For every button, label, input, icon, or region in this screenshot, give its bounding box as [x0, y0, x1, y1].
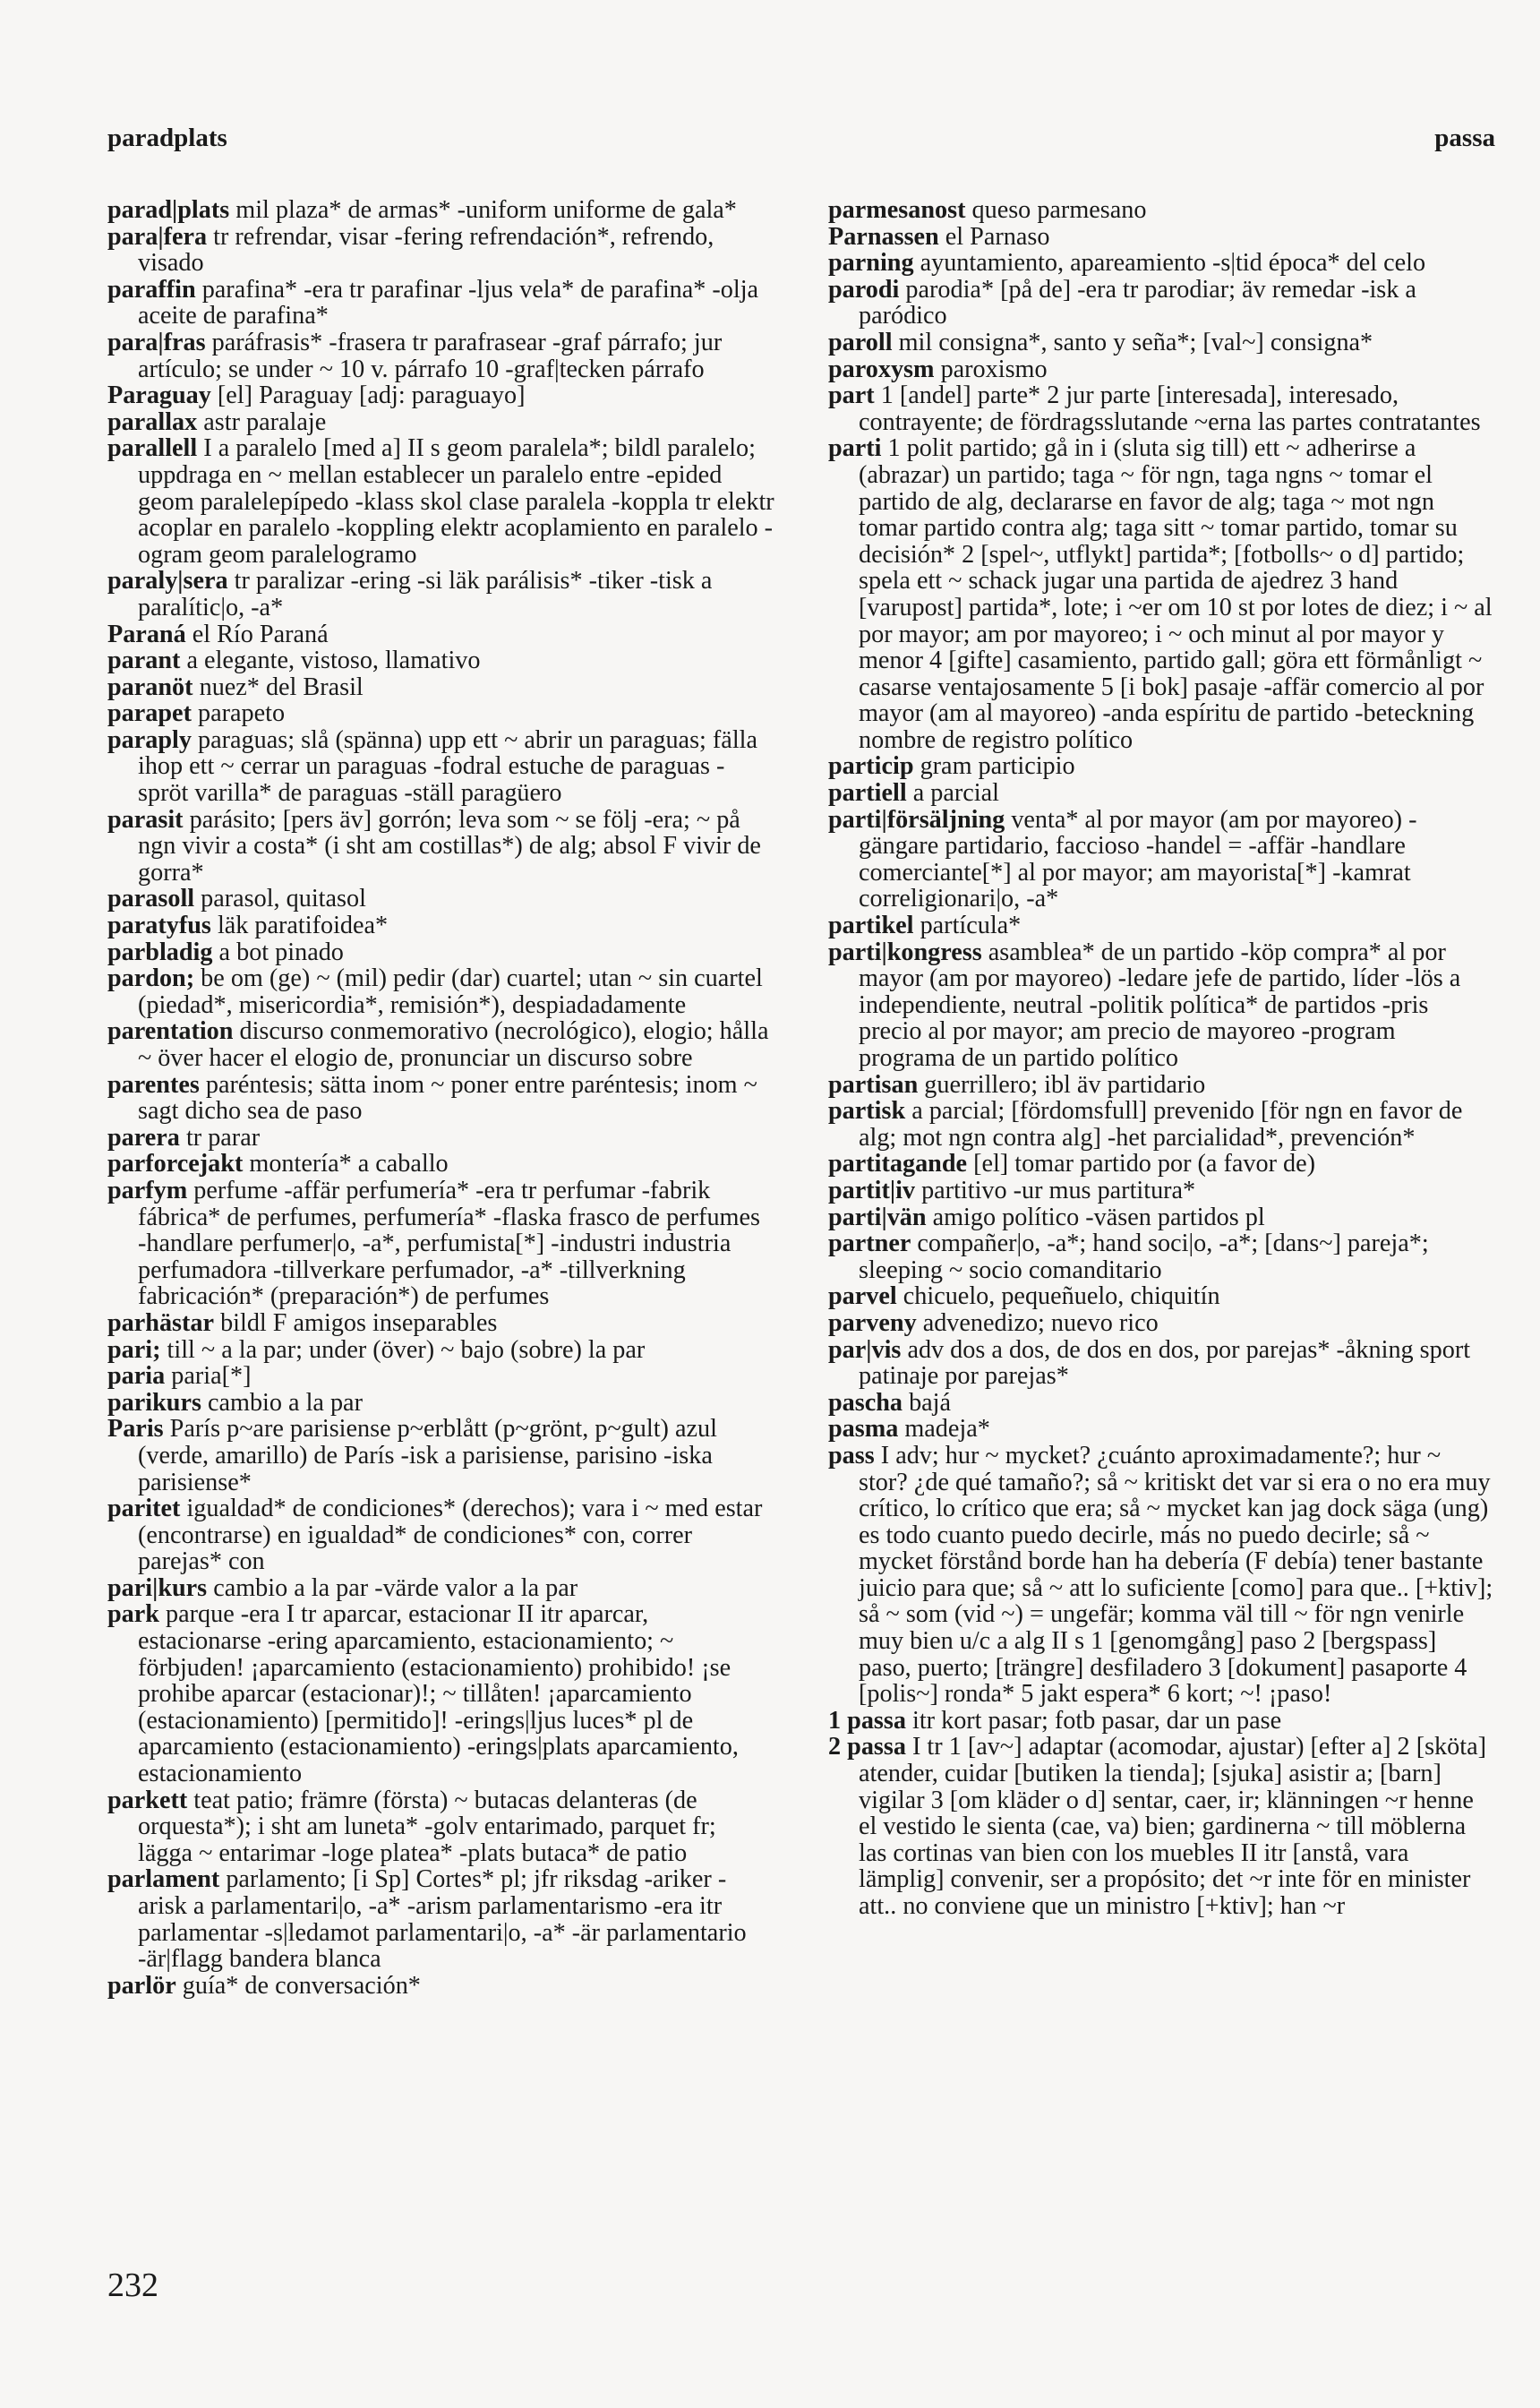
dictionary-entry: partit|iv partitivo -ur mus partitura*: [828, 1176, 1196, 1204]
dictionary-entry: paroxysm paroxismo: [828, 355, 1048, 383]
dictionary-entry: Paraná el Río Paraná: [107, 620, 329, 648]
dictionary-entry: parlör guía* de conversación*: [107, 1971, 421, 2000]
dictionary-entry: pari|kurs cambio a la par -värde valor a la par: [107, 1573, 578, 1602]
running-header-left: paradplats: [107, 124, 227, 152]
dictionary-entry: Paraguay [el] Paraguay [adj: paraguayo]: [107, 381, 526, 410]
dictionary-entry: parbladig a bot pinado: [107, 938, 344, 966]
dictionary-entry: para|fera tr refrendar, visar -fering refrendación*, refrendo, visado: [107, 222, 714, 278]
dictionary-entry: Paris París p~are parisiense p~erblått (p~grönt, p~gult) azul (verde, amarillo) de París -isk a parisiense, parisino -iska parisiense*: [107, 1415, 717, 1496]
dictionary-entry: parti|försäljning venta* al por mayor (am por mayoreo) -gängare partidario, faccioso -handel = -affär -handlare comerciante[*] al por mayor; am mayorista[*] -kamrat correligionari|o, -a*: [828, 805, 1417, 913]
dictionary-entry: particip gram participio: [828, 752, 1075, 781]
dictionary-entry: parera tr parar: [107, 1123, 261, 1152]
dictionary-entry: paranöt nuez* del Brasil: [107, 673, 364, 701]
dictionary-entry: parhästar bildl F amigos inseparables: [107, 1308, 498, 1337]
dictionary-entry: par|vis adv dos a dos, de dos en dos, por parejas* -åkning sport patinaje por parejas*: [828, 1335, 1471, 1391]
dictionary-entry: parti 1 polit partido; gå in i (sluta sig till) ett ~ adherirse a (abrazar) un partido; taga ~ för ngn, taga ngns ~ tomar el partido de alg, declararse en favor de alg; taga ~ mot ngn tomar partido contra alg; taga sitt ~ tomar partido, tomar su decisión* 2 [spel~, utflykt] partida*; [fotbolls~ o d] partido; spela ett ~ schack jugar una partida de ajedrez 3 hand [varupost] partida*, lote; i ~er om 10 st por lotes de diez; i ~ al por mayor; am por mayoreo; i ~ och minut al por mayor y menor 4 [gifte] casamiento, partido gall; göra ett förmånligt ~ casarse ventajosamente 5 [i bok] pasaje -affär comercio al por mayor (am al mayoreo) -anda espíritu de partido -beteckning nombre de registro político: [828, 434, 1493, 754]
dictionary-entry: partikel partícula*: [828, 912, 1022, 940]
dictionary-entry: part 1 [andel] parte* 2 jur parte [interesada], interesado, contrayente; de fördragsslutande ~erna las partes contratantes: [828, 381, 1481, 436]
dictionary-body: [107, 197, 1495, 1999]
dictionary-entry: partitagande [el] tomar partido por (a favor de): [828, 1150, 1315, 1178]
dictionary-entry: parallax astr paralaje: [107, 407, 327, 436]
dictionary-entry: parikurs cambio a la par: [107, 1388, 363, 1417]
dictionary-entry: partner compañer|o, -a*; hand soci|o, -a*; [dans~] pareja*; sleeping ~ socio comanditario: [828, 1230, 1429, 1284]
dictionary-entry: parodi parodia* [på de] -era tr parodiar; äv remedar -isk a paródico: [828, 275, 1416, 330]
dictionary-entry: paratyfus läk paratifoidea*: [107, 912, 389, 940]
left-column: [107, 197, 774, 1999]
dictionary-entry: parentes paréntesis; sätta inom ~ poner entre paréntesis; inom ~ sagt dicho sea de paso: [107, 1070, 757, 1126]
dictionary-entry: parad|plats mil plaza* de armas* -uniform uniforme de gala*: [107, 196, 737, 224]
dictionary-entry: parkett teat patio; främre (första) ~ butacas delanteras (de orquesta*); i sht am luneta* -golv entarimado, parquet fr; lägga ~ entarimar -loge platea* -plats butaca* de patio: [107, 1786, 716, 1867]
dictionary-entry: pasma madeja*: [828, 1415, 990, 1444]
dictionary-entry: pardon; be om (ge) ~ (mil) pedir (dar) cuartel; utan ~ sin cuartel (piedad*, misericordia*, remisión*), despiadadamente: [107, 964, 763, 1019]
dictionary-entry: parti|vän amigo político -väsen partidos pl: [828, 1203, 1265, 1231]
dictionary-entry: 2 passa I tr 1 [av~] adaptar (acomodar, ajustar) [efter a] 2 [sköta] atender, cuidar [butiken la tienda]; [sjuka] asistir a; [barn] vigilar 3 [om kläder o d] sentar, caer, ir; klänningen ~r henne el vestido le sienta (cae, va) bien; gardinerna ~ till möblerna las cortinas van bien con los muebles II itr [anstå, vara lämplig] convenir, ser a propósito; det ~r inte för en minister att.. no conviene que un ministro [+ktiv]; han ~r: [828, 1733, 1486, 1920]
running-header-right: passa: [1434, 124, 1495, 152]
dictionary-entry: parveny advenedizo; nuevo rico: [828, 1308, 1159, 1337]
right-column: [828, 197, 1495, 1999]
dictionary-entry: paraply paraguas; slå (spänna) upp ett ~ abrir un paraguas; fälla ihop ett ~ cerrar un paraguas -fodral estuche de paraguas -spröt varilla* de paraguas -ställ paragüero: [107, 725, 757, 808]
dictionary-entry: parforcejakt montería* a caballo: [107, 1150, 449, 1178]
dictionary-entry: Parnassen el Parnaso: [828, 222, 1050, 251]
dictionary-entry: pari; till ~ a la par; under (över) ~ bajo (sobre) la par: [107, 1335, 646, 1364]
dictionary-entry: 1 passa itr kort pasar; fotb pasar, dar un pase: [828, 1706, 1282, 1735]
dictionary-entry: paria paria[*]: [107, 1362, 252, 1391]
dictionary-entry: parfym perfume -affär perfumería* -era tr perfumar -fabrik fábrica* de perfumes, perfumería* -flaska frasco de perfumes -handlare perfumer|o, -a*, perfumista[*] -industri industria perfumadora -tillverkare perfumador, -a* -tillverkning fabricación* (preparación*) de perfumes: [107, 1176, 760, 1311]
dictionary-entry: parmesanost queso parmesano: [828, 196, 1147, 224]
page-number: 232: [107, 2267, 158, 2304]
dictionary-entry: parasit parásito; [pers äv] gorrón; leva som ~ se följ -era; ~ på ngn vivir a costa* (i sht am costillas*) de alg; absol F vivir de gorra*: [107, 805, 761, 887]
dictionary-entry: partisan guerrillero; ibl äv partidario: [828, 1070, 1206, 1099]
dictionary-entry: paraffin parafina* -era tr parafinar -ljus vela* de parafina* -olja aceite de parafina*: [107, 275, 759, 330]
dictionary-entry: parti|kongress asamblea* de un partido -köp compra* al por mayor (am por mayoreo) -ledare jefe de partido, líder -lös a independiente, neutral -politik política* de partidos -pris precio al por mayor; am precio de mayoreo -program programa de un partido político: [828, 938, 1461, 1072]
dictionary-entry: partisk a parcial; [fördomsfull] prevenido [för ngn en favor de alg; mot ngn contra alg] -het parcialidad*, prevención*: [828, 1097, 1463, 1152]
dictionary-entry: pass I adv; hur ~ mycket? ¿cuánto aproximadamente?; hur ~ stor? ¿de qué tamaño?; så ~ kritiskt det var si era o no era muy crítico, lo crítico que era; så ~ mycket kan jag dock säga (ung) es todo cuanto puedo decirle, más no puedo decirle; så ~ mycket förstånd borde han ha debería (F debía) tener bastante juicio para que; så ~ att lo suficiente [como] para que.. [+ktiv]; så ~ som (vid ~) = ungefär; komma väl till ~ för ngn venirle muy bien u/c a alg II s 1 [genomgång] paso 2 [bergspass] paso, puerto; [trängre] desfiladero 3 [dokument] pasaporte 4 [polis~] ronda* 5 jakt espera* 6 kort; ~! ¡paso!: [828, 1441, 1493, 1709]
dictionary-entry: paritet igualdad* de condiciones* (derechos); vara i ~ med estar (encontrarse) en igualdad* de condiciones* con, correr parejas* con: [107, 1495, 763, 1576]
dictionary-entry: pascha bajá: [828, 1388, 952, 1417]
dictionary-entry: parlament parlamento; [i Sp] Cortes* pl; jfr riksdag -ariker -arisk a parlamentari|o, -a* -arism parlamentarismo -era itr parlamentar -s|ledamot parlamentari|o, -a* -är parlamentario -är|flagg bandera blanca: [107, 1865, 747, 1974]
dictionary-entry: parapet parapeto: [107, 699, 286, 728]
dictionary-entry: para|fras paráfrasis* -frasera tr parafrasear -graf párrafo; jur artículo; se under ~ 10 v. párrafo 10 -graf|tecken párrafo: [107, 328, 723, 383]
dictionary-entry: parvel chicuelo, pequeñuelo, chiquitín: [828, 1282, 1220, 1311]
dictionary-entry: park parque -era I tr aparcar, estacionar II itr aparcar, estacionarse -ering aparcamiento, estacionamiento; ~ förbjuden! ¡aparcamiento (estacionamiento) prohibido! ¡se prohibe aparcar (estacionar)!; ~ tillåten! ¡aparcamiento (estacionamiento) [permitido]! -erings|ljus luces* pl de aparcamiento (estacionamiento) -erings|plats aparcamiento, estacionamiento: [107, 1600, 739, 1788]
dictionary-entry: paroll mil consigna*, santo y seña*; [val~] consigna*: [828, 328, 1373, 356]
dictionary-entry: parasoll parasol, quitasol: [107, 885, 366, 913]
dictionary-entry: parentation discurso conmemorativo (necrológico), elogio; hålla ~ över hacer el elogio de, pronunciar un discurso sobre: [107, 1017, 769, 1072]
dictionary-entry: parallell I a paralelo [med a] II s geom paralela*; bildl paralelo; uppdraga en ~ mellan establecer un paralelo entre -epided geom paralelepípedo -klass skol clase paralela -koppla tr elektr acoplar en paralelo -koppling elektr acoplamiento en paralelo -ogram geom paralelogramo: [107, 434, 774, 569]
dictionary-entry: paraly|sera tr paralizar -ering -si läk parálisis* -tiker -tisk a paralític|o, -a*: [107, 567, 713, 621]
dictionary-entry: partiell a parcial: [828, 779, 999, 808]
dictionary-entry: parning ayuntamiento, apareamiento -s|tid época* del celo: [828, 249, 1426, 278]
dictionary-entry: parant a elegante, vistoso, llamativo: [107, 647, 481, 675]
